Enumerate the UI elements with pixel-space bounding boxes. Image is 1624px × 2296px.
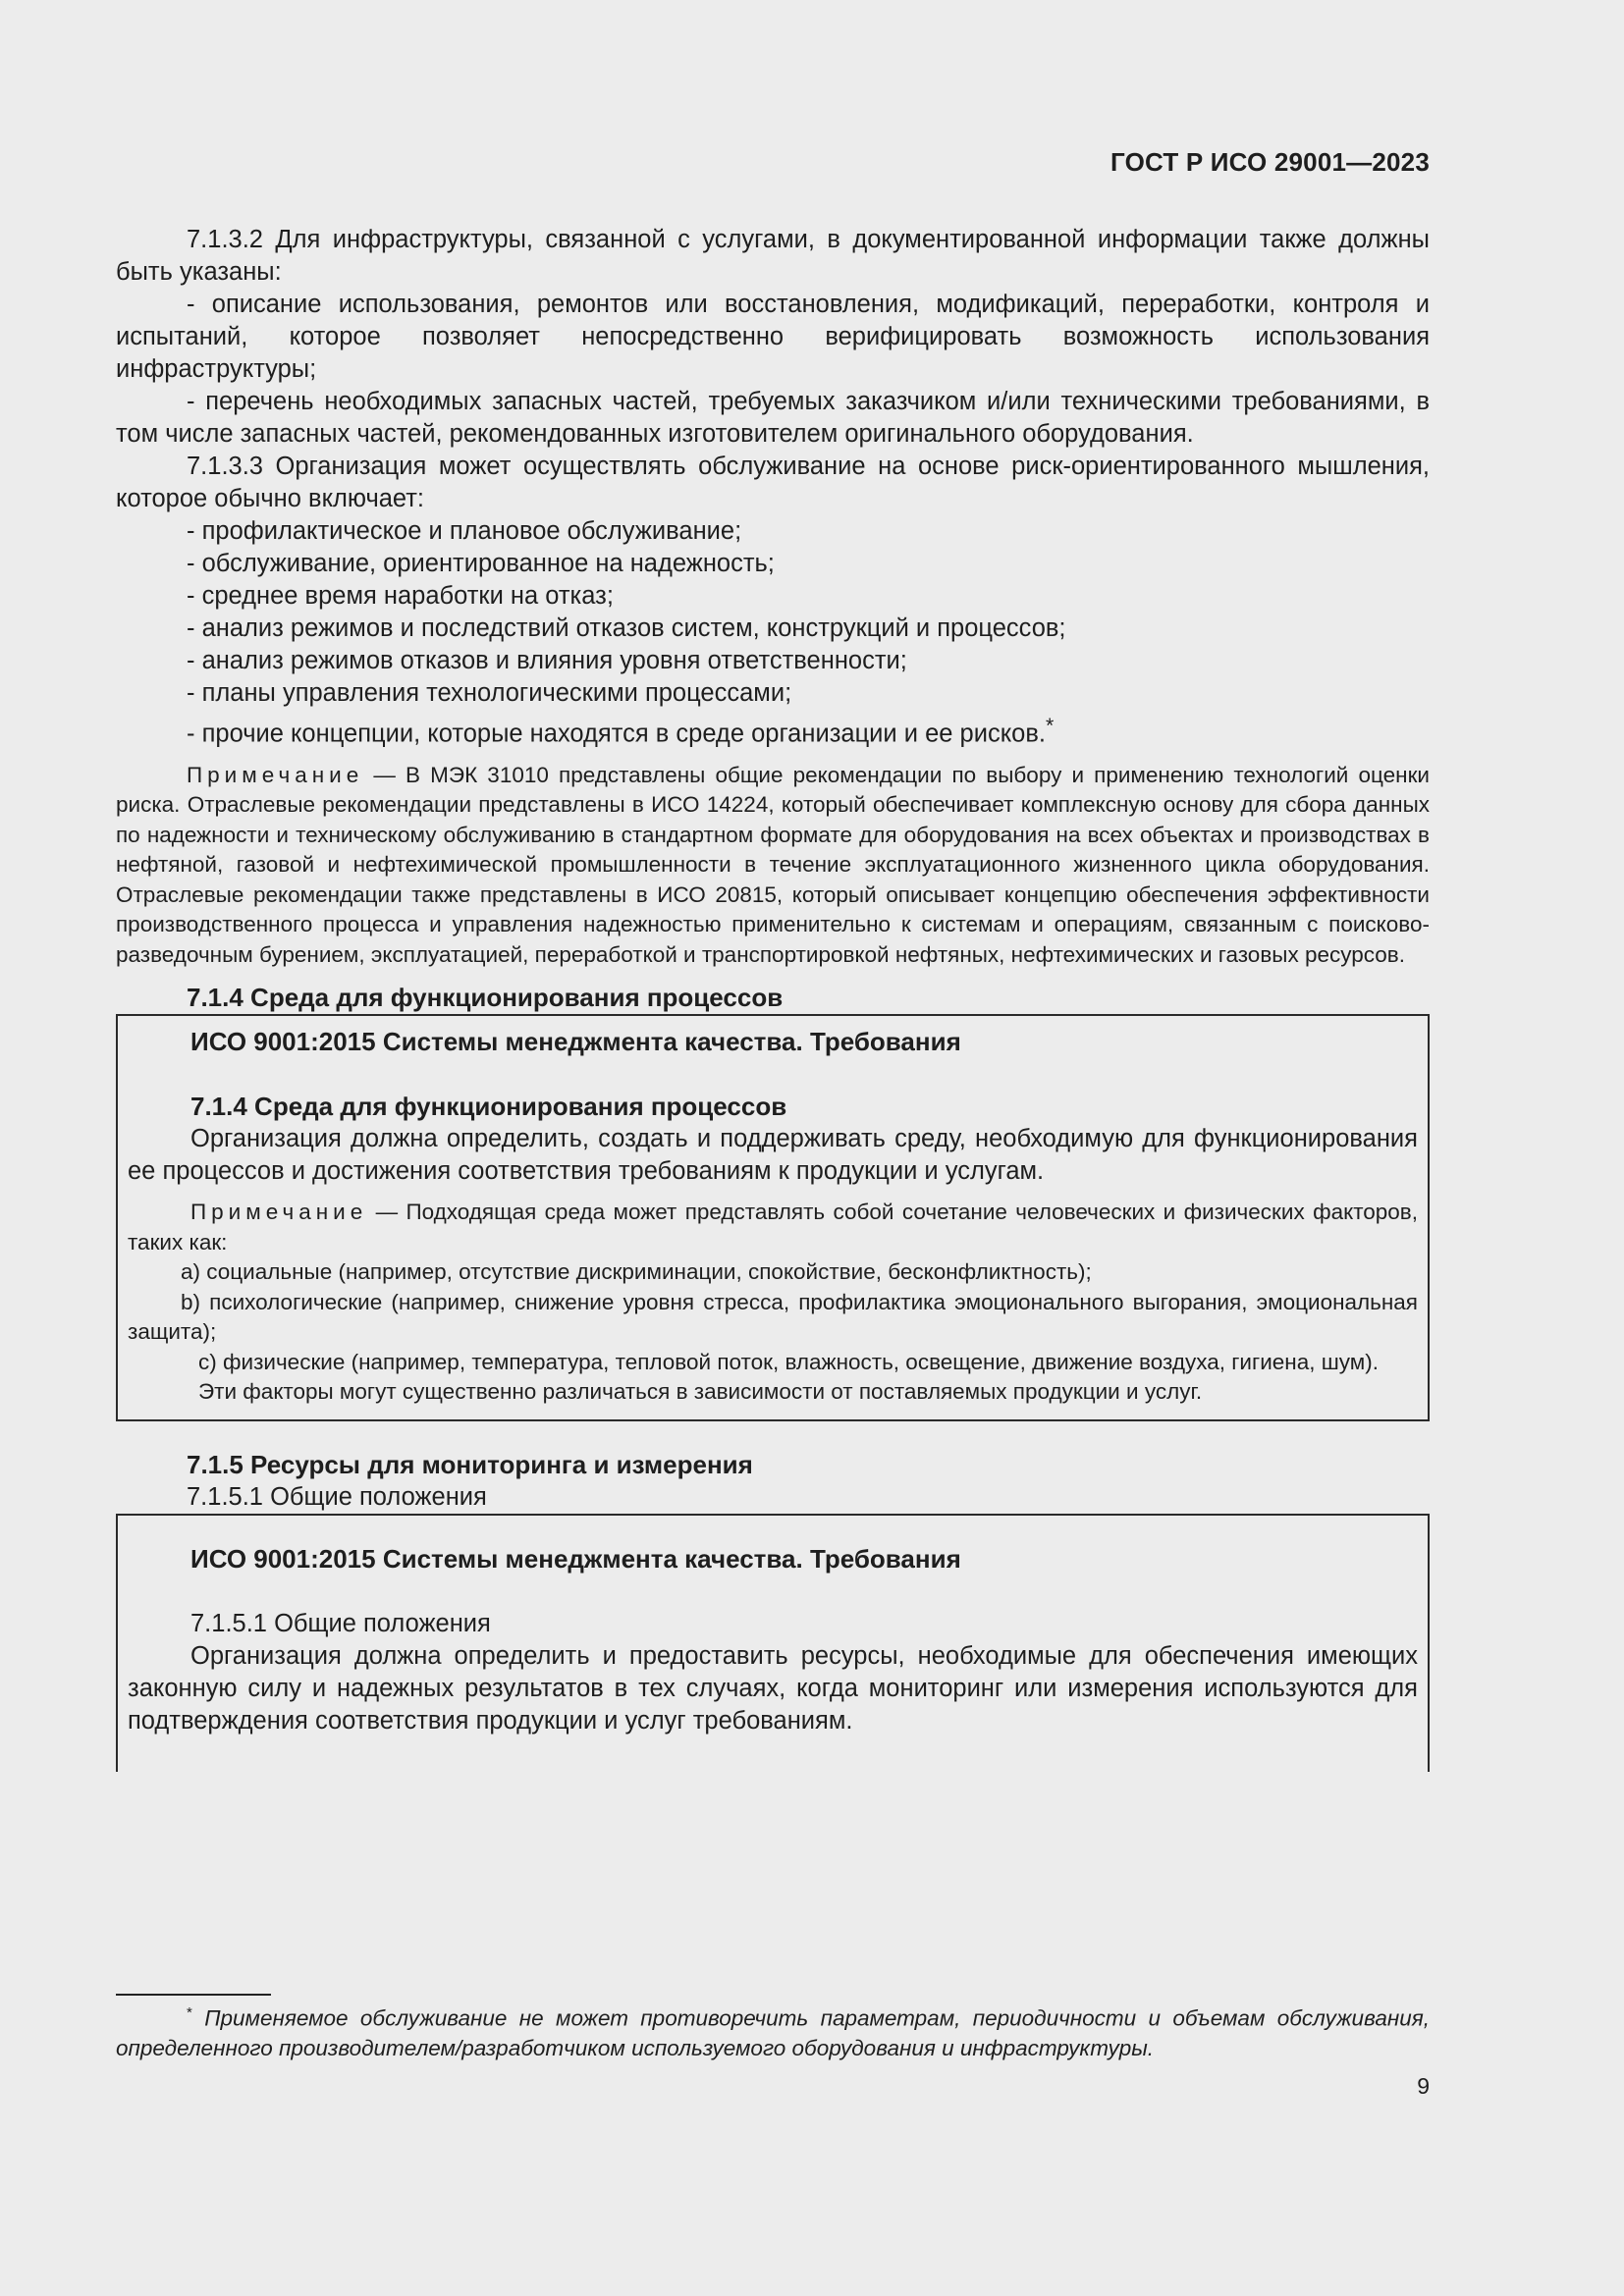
list-item: - анализ режимов отказов и влияния уровня ответственности; [187, 647, 907, 674]
list-item: - среднее время наработки на отказ; [187, 582, 614, 610]
quote-note [128, 1198, 1418, 1257]
clause-7-1-3-3: 7.1.3.3 Организация может осуществлять обслуживание на основе риск-ориентированного мышления, которое обычно включает: [116, 453, 1430, 512]
footnote-text: Применяемое обслуживание не может противоречить параметрам, периодичности и объемам обслуживания, определенного производителем/разработчиком используемого оборудования и инфраструктуры. [116, 2005, 1430, 2060]
footnote-ref[interactable]: * [1045, 714, 1055, 737]
list-item: b) психологические (например, снижение уровня стресса, профилактика эмоционального выгорания, эмоциональная защита); [128, 1289, 1418, 1344]
quote-paragraph: Организация должна определить и предоставить ресурсы, необходимые для обеспечения имеющих законную силу и надежных результатов в тех случаях, когда мониторинг или измерения используются для подтверждения соответствия продукции и услуг требованиям. [128, 1641, 1418, 1735]
footnote [116, 1999, 1430, 2064]
list-item: c) физические (например, температура, тепловой поток, влажность, освещение, движение воздуха, гигиена, шум). [198, 1349, 1379, 1374]
note-text: — В МЭК 31010 представлены общие рекомендации по выбору и применению технологий оценки риска. Отраслевые рекомендации представлены в ИСО 14224, который обеспечивает комплексную основу для сбора данных по надежности и техническому обслуживанию в стандартном формате для оборудования на всех объектах и производствах в нефтяной, газовой и нефтехимической промышленности в течение эксплуатационного жизненного цикла оборудования. Отраслевые рекомендации также представлены в ИСО 20815, который описывает концепцию обеспечения эффективности производственного процесса и управления надежностью применительно к системам и операциям, связанным с поисково-разведочным бурением, эксплуатацией, переработкой и транспортировкой нефтяных, нефтехимических и газовых ресурсов. [116, 762, 1430, 967]
list-item: - описание использования, ремонтов или восстановления, модификаций, переработки, контроля и испытаний, которое позволяет непосредственно верифицировать возможность использования инфраструктуры; [116, 291, 1430, 383]
quote-source: ИСО 9001:2015 Системы менеджмента качества. Требования [190, 1027, 961, 1056]
quote-title: 7.1.4 Среда для функционирования процессов [190, 1092, 787, 1121]
list-item: - профилактическое и плановое обслуживание; [187, 517, 742, 545]
quote-source: ИСО 9001:2015 Системы менеджмента качества. Требования [190, 1543, 961, 1574]
note-text: — Подходящая среда может представлять собой сочетание человеческих и физических факторов, таких как: [128, 1200, 1418, 1255]
list-item: - анализ режимов и последствий отказов систем, конструкций и процессов; [187, 614, 1066, 642]
quote-paragraph: Организация должна определить, создать и поддерживать среду, необходимую для функционирования ее процессов и достижения соответствия требованиям к продукции и услугам. [128, 1125, 1418, 1185]
list-item: - обслуживание, ориентированное на надежность; [187, 550, 775, 577]
list-item-text: - прочие концепции, которые находятся в среде организации и ее рисков. [187, 720, 1046, 748]
clause-7-1-3-2: 7.1.3.2 Для инфраструктуры, связанной с услугами, в документированной информации также должны быть указаны: [116, 226, 1430, 286]
list-item: - перечень необходимых запасных частей, требуемых заказчиком и/или техническими требованиями, в том числе запасных частей, рекомендованных изготовителем оригинального оборудования. [116, 388, 1430, 448]
note-label: Примечание [187, 762, 364, 787]
list-item: a) социальные (например, отсутствие дискриминации, спокойствие, бесконфликтность); [181, 1259, 1092, 1284]
list-item: - планы управления технологическими процессами; [187, 679, 792, 707]
quote-subtitle: 7.1.5.1 Общие положения [190, 1609, 491, 1637]
note-label: Примечание [190, 1200, 368, 1224]
quote-box-iso9001-7-1-5-1 [116, 1514, 1430, 1772]
list-item-with-footnote [116, 710, 1430, 751]
section-title-7-1-4: 7.1.4 Среда для функционирования процессов [187, 983, 784, 1012]
footnote-divider [116, 1994, 271, 1996]
closing-text: Эти факторы могут существенно различаться в зависимости от поставляемых продукции и услуг. [198, 1379, 1203, 1404]
page-number: 9 [1417, 2073, 1430, 2099]
page-content [116, 224, 1430, 1772]
quote-box-iso9001-7-1-4 [116, 1014, 1430, 1421]
section-title-7-1-5: 7.1.5 Ресурсы для мониторинга и измерения [187, 1449, 753, 1479]
note-paragraph [116, 761, 1430, 971]
subsection-title-7-1-5-1: 7.1.5.1 Общие положения [187, 1482, 487, 1511]
document-code-header: ГОСТ Р ИСО 29001—2023 [1110, 147, 1430, 177]
footnote-mark: * [187, 2004, 192, 2021]
